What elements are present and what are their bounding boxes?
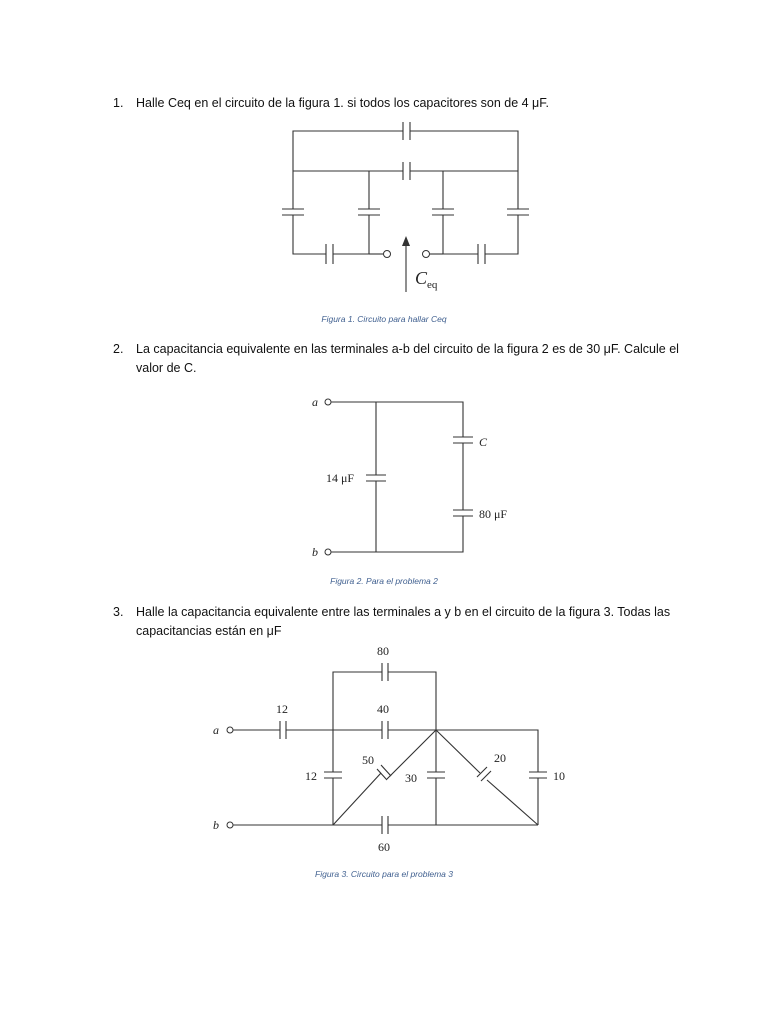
capacitor-10 bbox=[529, 772, 547, 778]
problem-number: 3. bbox=[113, 605, 124, 619]
capacitor bbox=[403, 122, 410, 140]
capacitor bbox=[282, 209, 304, 215]
terminal-a-label: a bbox=[213, 723, 219, 737]
figure-2-circuit bbox=[0, 380, 768, 580]
capacitor-80 bbox=[382, 663, 388, 681]
capacitor bbox=[358, 209, 380, 215]
problem-3 bbox=[113, 603, 693, 641]
label-50: 50 bbox=[362, 753, 374, 767]
terminal-a-label: a bbox=[312, 395, 318, 409]
label-12-series: 12 bbox=[276, 702, 288, 716]
ceq-label: $C_{eq}$ bbox=[415, 268, 438, 291]
capacitor-14 bbox=[366, 475, 386, 481]
problem-number: 1. bbox=[113, 96, 124, 110]
label-60: 60 bbox=[378, 840, 390, 854]
capacitor bbox=[432, 209, 454, 215]
capacitor bbox=[478, 244, 485, 264]
capacitor-80 bbox=[453, 510, 473, 516]
problem-text: Halle la capacitancia equivalente entre las terminales a y b en el circuito de la figura 3. Todas las capacitancias están en μF bbox=[136, 605, 671, 638]
capacitor-12-shunt bbox=[324, 772, 342, 778]
capacitor-30 bbox=[427, 772, 445, 778]
figure-3-caption: Figura 3. Circuito para el problema 3 bbox=[315, 869, 453, 879]
figure-1-circuit bbox=[0, 0, 768, 310]
capacitor-60 bbox=[382, 816, 388, 834]
arrow-head bbox=[402, 236, 410, 246]
terminal-a bbox=[325, 399, 331, 405]
capacitor bbox=[507, 209, 529, 215]
capacitor-12-series bbox=[280, 721, 286, 739]
label-c: C bbox=[479, 435, 488, 449]
label-10: 10 bbox=[553, 769, 565, 783]
label-80uf: 80 μF bbox=[479, 507, 508, 521]
terminal bbox=[384, 251, 391, 258]
label-14uf: 14 μF bbox=[326, 471, 355, 485]
terminal-b bbox=[325, 549, 331, 555]
problem-text: La capacitancia equivalente en las terminales a-b del circuito de la figura 2 es de 30 μF. Calcule el valor de C. bbox=[136, 342, 679, 375]
figure-1-caption: Figura 1. Circuito para hallar Ceq bbox=[321, 314, 447, 324]
label-30: 30 bbox=[405, 771, 417, 785]
label-12-shunt: 12 bbox=[305, 769, 317, 783]
terminal-b-label: b bbox=[213, 818, 219, 832]
capacitor-c bbox=[453, 437, 473, 443]
label-80: 80 bbox=[377, 644, 389, 658]
problem-2 bbox=[113, 340, 693, 378]
problem-number: 2. bbox=[113, 342, 124, 356]
label-40: 40 bbox=[377, 702, 389, 716]
terminal-b bbox=[227, 822, 233, 828]
terminal-a bbox=[227, 727, 233, 733]
capacitor bbox=[403, 162, 410, 180]
terminal-b-label: b bbox=[312, 545, 318, 559]
figure-3-circuit bbox=[0, 640, 768, 860]
figure-2-caption: Figura 2. Para el problema 2 bbox=[330, 576, 438, 586]
capacitor-20 bbox=[477, 767, 491, 781]
capacitor bbox=[326, 244, 333, 264]
terminal bbox=[423, 251, 430, 258]
problem-text: Halle Ceq en el circuito de la figura 1. si todos los capacitores son de 4 μF. bbox=[136, 96, 549, 110]
capacitor-40 bbox=[382, 721, 388, 739]
label-20: 20 bbox=[494, 751, 506, 765]
